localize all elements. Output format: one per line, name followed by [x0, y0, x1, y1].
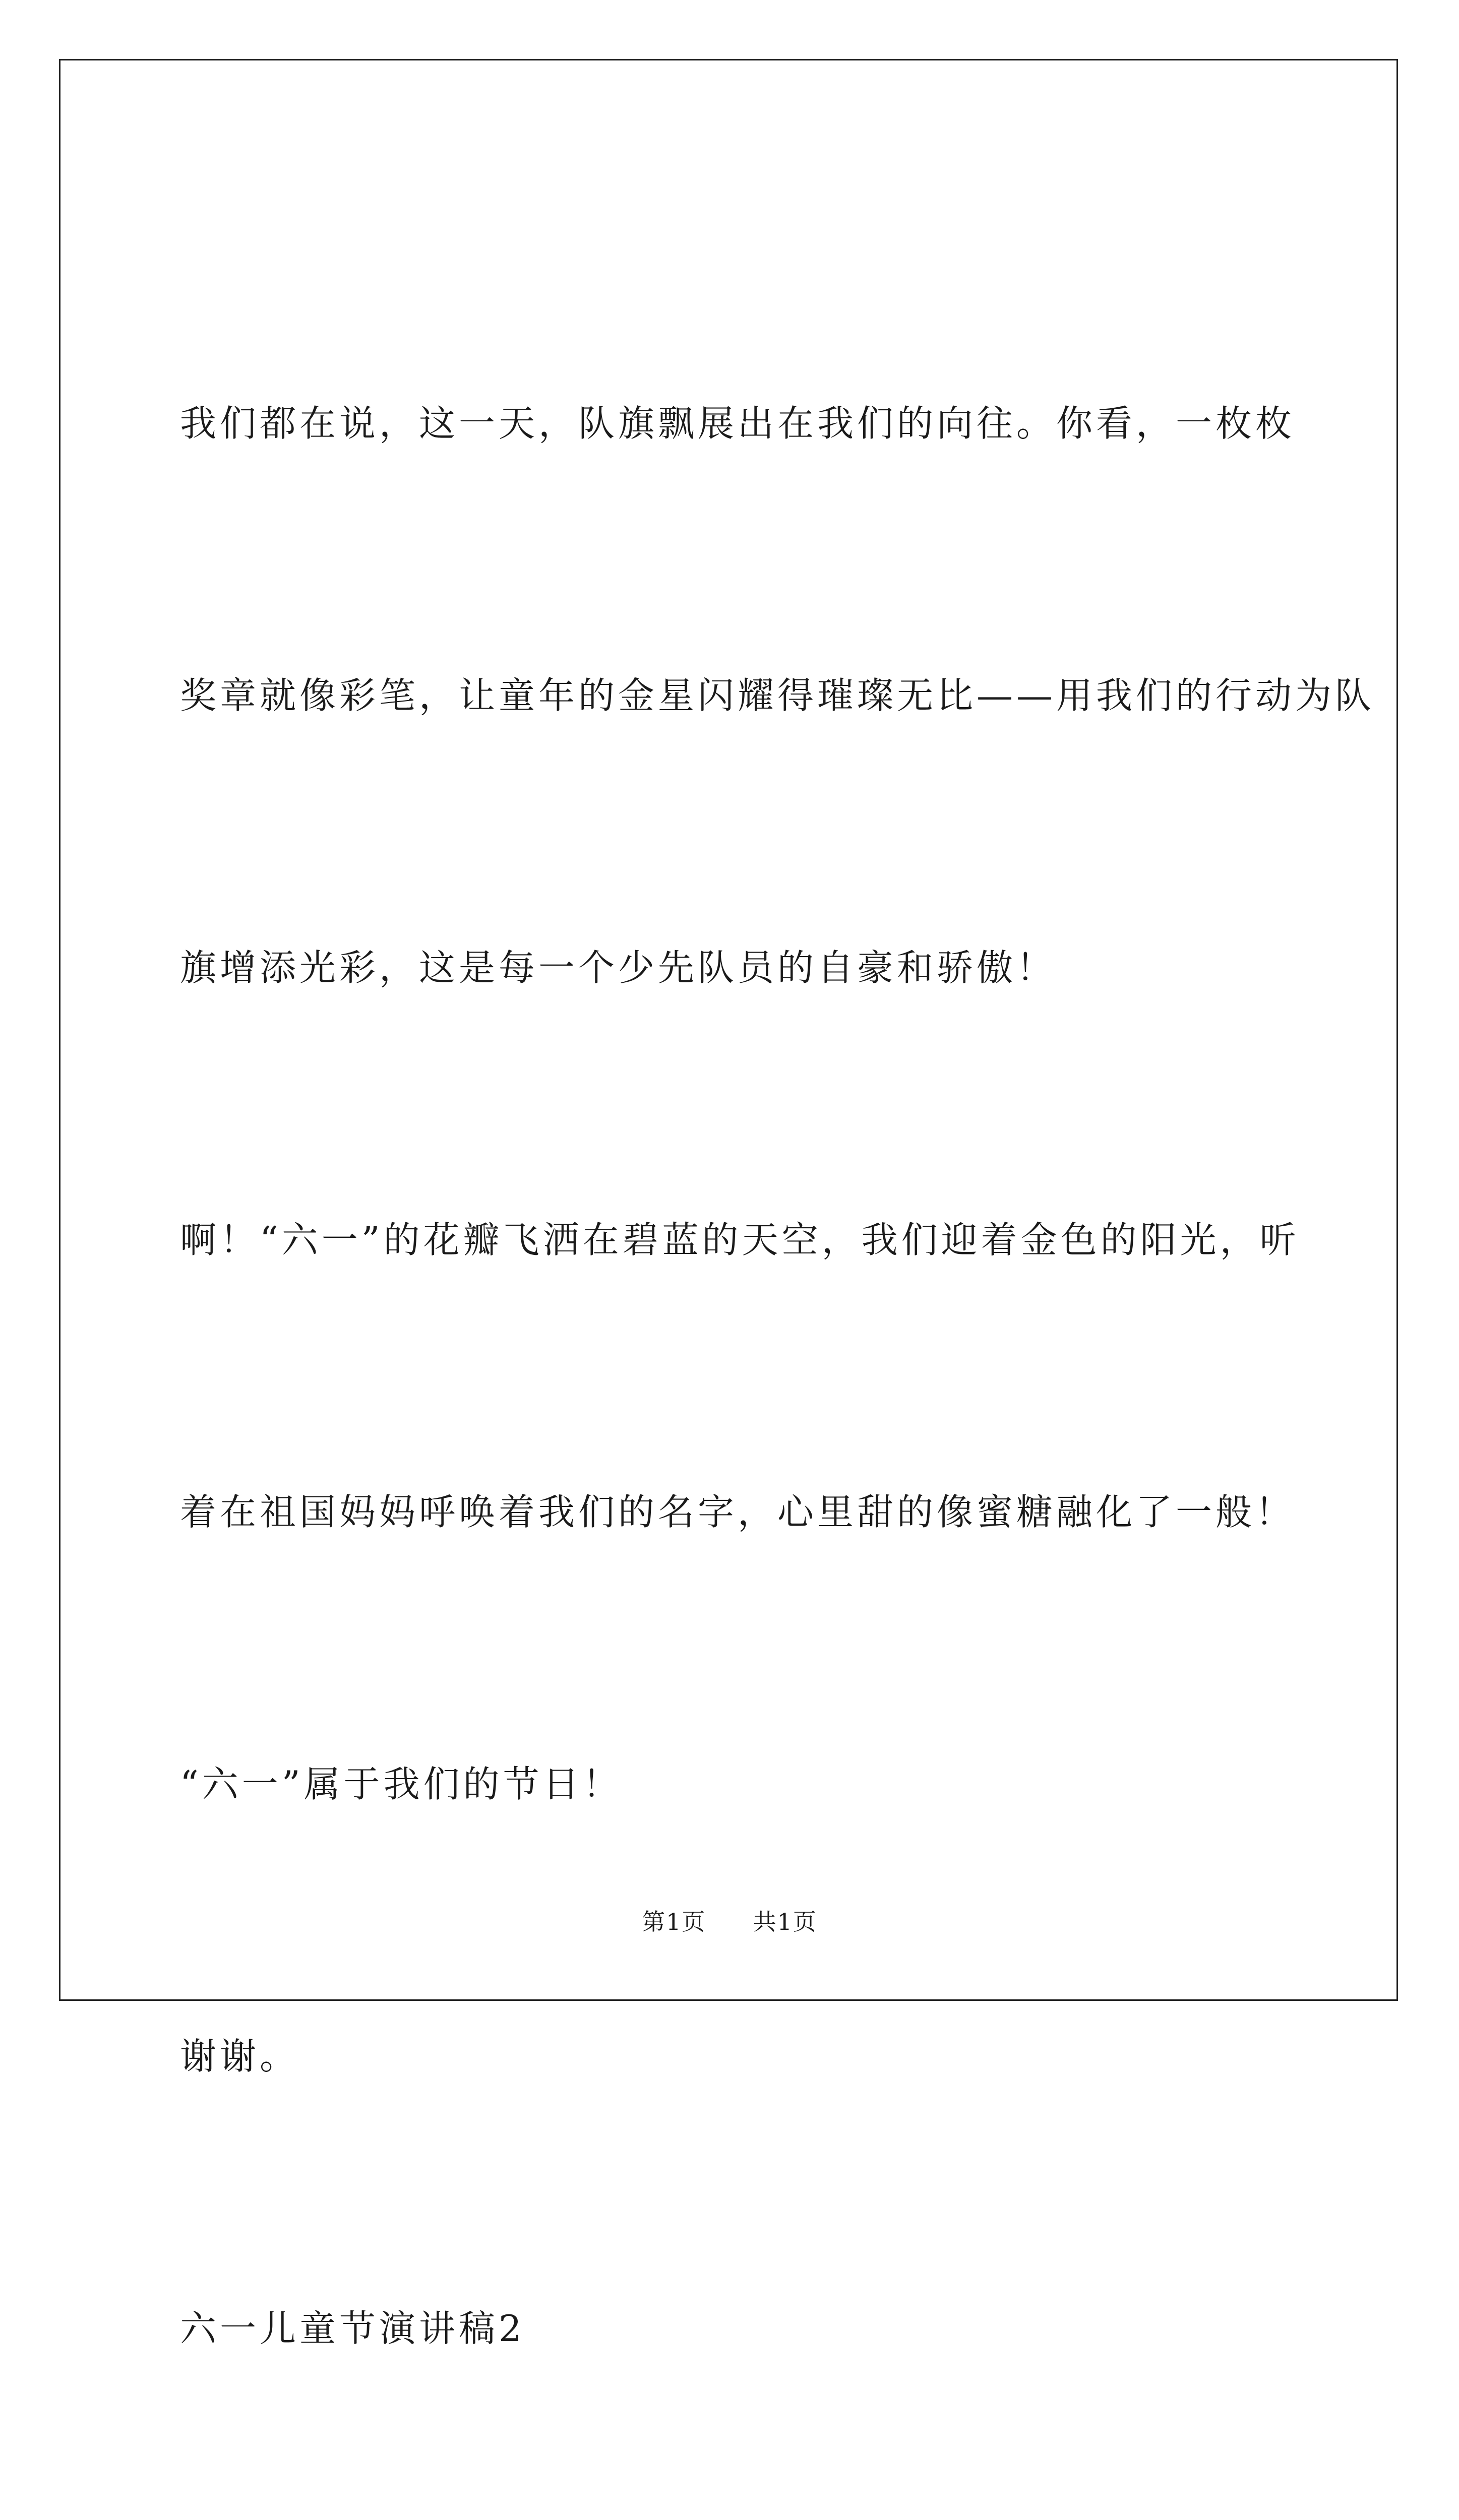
page-footer: [0, 1907, 1459, 1937]
text-line: 奖章就像彩笔，让童年的金星闪耀得璀璨无比——用我们的行动为队: [180, 674, 1375, 717]
document-body: [180, 197, 1375, 2520]
section-title: 六一儿童节演讲稿2: [180, 2307, 525, 2350]
page-total: 共1页: [753, 1908, 817, 1935]
page-number: 第1页: [642, 1908, 706, 1935]
text-line: 着在祖国妈妈呼唤着我们的名字，心里甜的像蜜糖融化了一般！: [180, 1491, 1296, 1533]
text-line: 旗增添光彩，这是每一个少先队员的自豪和骄傲！: [180, 947, 1057, 989]
text-line: 啊！“六一”的花瓣飞洒在碧蓝的天空，我们迎着金色的阳光，听: [180, 1219, 1300, 1261]
text-line: “六一”属于我们的节日！: [180, 1763, 623, 1805]
text-line: 谢谢。: [180, 2035, 300, 2077]
text-line: 我们都在说，这一天，队旗飘展出在我们的向往。你看，一枚枚: [180, 402, 1296, 445]
